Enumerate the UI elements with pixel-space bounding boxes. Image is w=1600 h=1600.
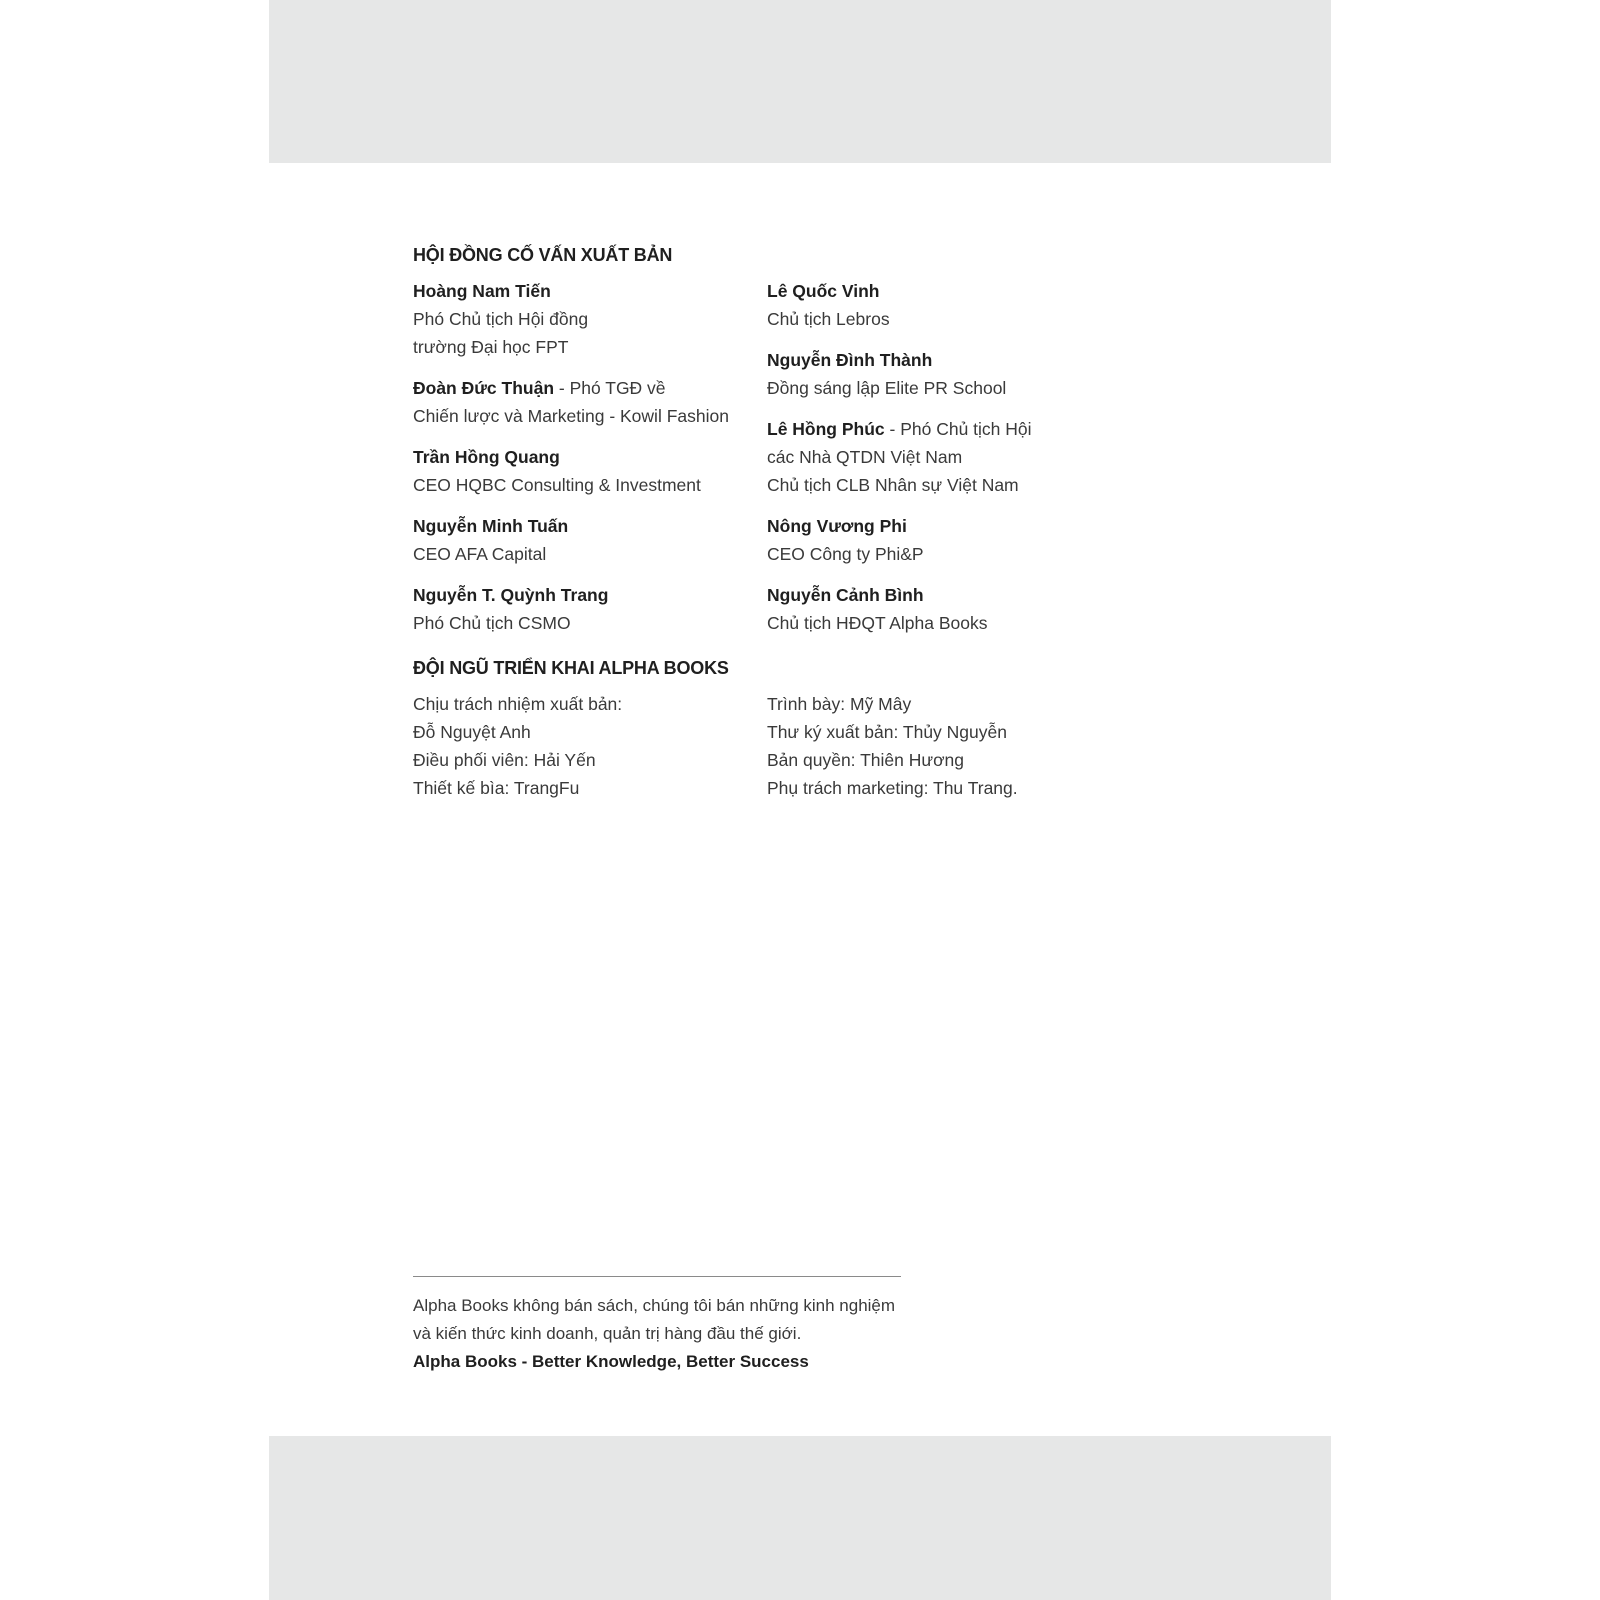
team-credit-line: Thiết kế bìa: TrangFu [413,778,580,798]
advisor-role: Chiến lược và Marketing - Kowil Fashion [413,406,729,426]
advisor-role: CEO AFA Capital [413,544,547,564]
advisor-entry: Đoàn Đức Thuận - Phó TGĐ về Chiến lược và Marketing - Kowil Fashion [413,374,753,430]
advisor-name: Nguyễn Đình Thành [767,350,933,370]
bottom-gray-band [269,1436,1331,1600]
advisor-role: CEO Công ty Phi&P [767,544,924,564]
advisor-entry [413,443,753,499]
advisor-name: Nguyễn Minh Tuấn [413,516,569,536]
team-heading: ĐỘI NGŨ TRIỂN KHAI ALPHA BOOKS [413,658,729,678]
advisor-entry [413,581,753,637]
advisor-entry [767,346,1107,402]
advisor-name: Lê Quốc Vinh [767,281,880,301]
advisor-name: Trần Hồng Quang [413,447,560,467]
advisor-role: Chủ tịch CLB Nhân sự Việt Nam [767,475,1019,495]
advisor-name: Nguyễn Cảnh Bình [767,585,924,605]
advisor-role: trường Đại học FPT [413,337,569,357]
team-credit-line: Phụ trách marketing: Thu Trang. [767,778,1018,798]
footer-tagline: Alpha Books - Better Knowledge, Better Success [413,1352,809,1371]
advisor-name: Lê Hồng Phúc [767,419,885,439]
team-credit-line: Đỗ Nguyệt Anh [413,722,531,742]
advisor-name: Hoàng Nam Tiến [413,281,551,301]
advisory-heading: HỘI ĐỒNG CỐ VẤN XUẤT BẢN [413,245,673,265]
team-credit-line: Điều phối viên: Hải Yến [413,750,596,770]
team-left-column [413,690,622,802]
team-credit-line: Thư ký xuất bản: Thủy Nguyễn [767,722,1007,742]
advisor-name: Nông Vương Phi [767,516,907,536]
footer-divider [413,1276,901,1277]
team-right-column [767,690,1018,802]
footer-note [413,1292,973,1376]
advisor-role: các Nhà QTDN Việt Nam [767,447,963,467]
advisor-role: Chủ tịch HĐQT Alpha Books [767,613,988,633]
footer-text-line: Alpha Books không bán sách, chúng tôi bán những kinh nghiệm [413,1296,896,1315]
advisor-role: Phó Chủ tịch Hội đồng [413,309,589,329]
team-credit-line: Trình bày: Mỹ Mây [767,694,912,714]
team-credit-line: Chịu trách nhiệm xuất bản: [413,694,623,714]
advisor-entry [413,512,753,568]
advisor-entry: Lê Hồng Phúc - Phó Chủ tịch Hội các Nhà QTDN Việt Nam Chủ tịch CLB Nhân sự Việt Nam [767,415,1107,499]
advisor-name: Đoàn Đức Thuận [413,378,555,398]
advisory-right-column [767,277,1107,650]
team-credit-line: Bản quyền: Thiên Hương [767,750,965,770]
advisor-role: CEO HQBC Consulting & Investment [413,475,701,495]
advisory-left-column [413,277,753,650]
advisor-name: Nguyễn T. Quỳnh Trang [413,585,609,605]
advisor-entry [767,581,1107,637]
advisor-role: Chủ tịch Lebros [767,309,890,329]
advisor-role: Đồng sáng lập Elite PR School [767,378,1007,398]
advisor-entry [767,512,1107,568]
top-gray-band [269,0,1331,163]
footer-text-line: và kiến thức kinh doanh, quản trị hàng đầu thế giới. [413,1324,802,1343]
advisor-role: Phó Chủ tịch CSMO [413,613,571,633]
advisor-entry [767,277,1107,333]
advisor-entry [413,277,753,361]
